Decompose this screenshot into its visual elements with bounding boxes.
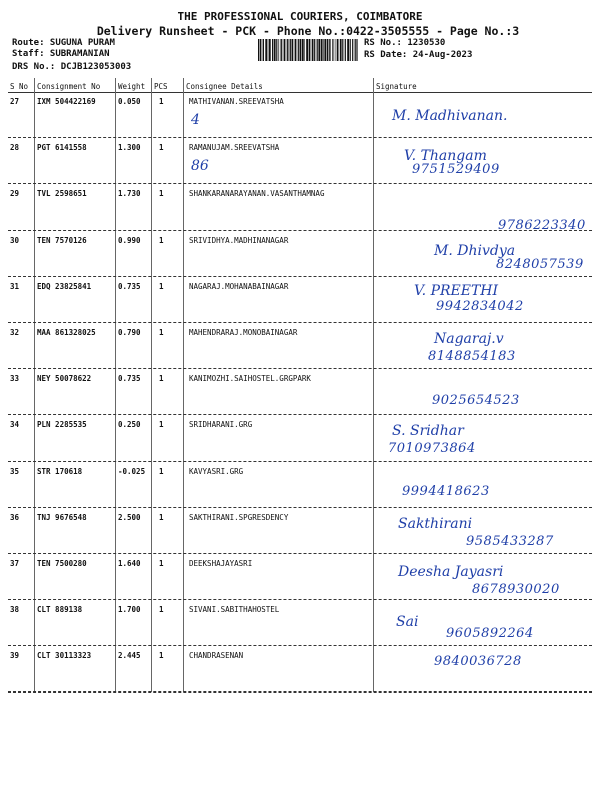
cell-consignment: PGT 6141558 [37, 143, 87, 153]
cell-consignee: SRIVIDHYA.MADHINANAGAR [189, 235, 289, 245]
cell-pcs: 1 [159, 605, 164, 615]
rs-no-label: RS No.: 1230530 [364, 38, 446, 48]
signature-phone: 7010973864 [388, 441, 476, 457]
signature-phone: 8248057539 [496, 256, 584, 272]
barcode-bar [284, 39, 286, 61]
cell-weight: 0.990 [118, 235, 141, 245]
barcode-bar [345, 39, 346, 61]
barcode-bar [350, 39, 351, 61]
barcode-bar [290, 39, 291, 61]
cell-weight: 0.735 [118, 374, 141, 384]
cell-consignee: SRIDHARANI.GRG [189, 420, 253, 430]
signature-phone: 8678930020 [472, 582, 560, 597]
signature-phone: 9942834042 [436, 298, 524, 314]
cell-pcs: 1 [159, 512, 164, 522]
signature-phone: 9840036728 [434, 654, 522, 670]
barcode-bar [335, 39, 336, 61]
barcode-bar [309, 39, 311, 61]
barcode-bar [304, 39, 305, 61]
cell-weight: 0.735 [118, 281, 141, 291]
barcode-bar [323, 39, 324, 61]
cell-consignee: SAKTHIRANI.SPGRESDENCY [189, 512, 289, 522]
barcode-bar [321, 39, 323, 61]
table-row [8, 323, 598, 369]
signature-name: Sakthirani [398, 515, 473, 532]
cell-sno: 30 [10, 235, 20, 245]
handwritten-mark: 86 [191, 158, 209, 175]
cell-sno: 34 [10, 420, 20, 430]
barcode-bar [260, 39, 261, 61]
cell-pcs: 1 [159, 374, 164, 384]
cell-sno: 39 [10, 651, 20, 661]
table-bottom-rule [8, 691, 592, 692]
cell-sno: 31 [10, 281, 20, 291]
signature-phone: 9994418623 [402, 483, 490, 499]
barcode-bar [280, 39, 281, 61]
signature-name: V. Thangam [404, 148, 487, 165]
drs-label: DRS No.: DCJB123053003 [12, 62, 132, 72]
cell-consignee: RAMANUJAM.SREEVATSHA [189, 143, 280, 153]
cell-sno: 29 [10, 189, 20, 199]
signature-name: Nagaraj.v [434, 331, 504, 347]
barcode-bar [342, 39, 343, 61]
cell-pcs: 1 [159, 420, 164, 430]
barcode-bar [332, 39, 333, 61]
barcode-bar [329, 39, 330, 61]
cell-consignee: MAHENDRARAJ.MONOBAINAGAR [189, 328, 298, 337]
cell-consignee: NAGARAJ.MOHANABAINAGAR [189, 281, 289, 291]
barcode-bar [340, 39, 342, 61]
cell-pcs: 1 [159, 143, 164, 153]
cell-sno: 27 [10, 97, 20, 106]
cell-pcs: 1 [159, 559, 164, 568]
cell-sno: 28 [10, 143, 20, 153]
signature-phone: 9786223340 [498, 218, 586, 234]
barcode-bar [312, 39, 314, 61]
cell-sno: 32 [10, 328, 20, 337]
cell-weight: 2.500 [118, 512, 141, 522]
barcode-bar [318, 39, 320, 61]
barcode-bar [295, 39, 297, 61]
barcode-bar [324, 39, 326, 61]
table-row [8, 369, 598, 415]
cell-consignment: TEN 7500280 [37, 559, 87, 568]
barcode-bar [289, 39, 290, 61]
cell-consignee: MATHIVANAN.SREEVATSHA [189, 97, 284, 106]
rs-date-label: RS Date: 24-Aug-2023 [364, 50, 473, 60]
signature-phone: 8148854183 [428, 349, 516, 364]
barcode-bar [278, 39, 279, 61]
cell-weight: -0.025 [118, 466, 146, 476]
barcode-bar [352, 39, 353, 61]
cell-sno: 35 [10, 466, 20, 476]
table-row [8, 138, 598, 184]
cell-consignee: SHANKARANARAYANAN.VASANTHAMNAG [189, 189, 325, 199]
barcode-bar [327, 39, 328, 61]
staff-label: Staff: SUBRAMANIAN [12, 49, 110, 59]
cell-weight: 1.300 [118, 143, 141, 153]
barcode-bar [276, 39, 277, 61]
barcode-bar [265, 39, 267, 61]
cell-consignee: KANIMOZHI.SAIHOSTEL.GRGPARK [189, 374, 311, 384]
cell-pcs: 1 [159, 328, 164, 337]
cell-sno: 37 [10, 559, 20, 568]
cell-consignment: IXM 504422169 [37, 97, 96, 106]
barcode-bar [306, 39, 308, 61]
table-row [8, 554, 598, 600]
cell-consignee: DEEKSHAJAYASRI [189, 559, 253, 568]
barcode-bar [330, 39, 331, 61]
cell-pcs: 1 [159, 281, 164, 291]
cell-weight: 2.445 [118, 651, 141, 661]
page-title: THE PROFESSIONAL COURIERS, COIMBATORE [177, 10, 423, 23]
col-signature: Signature [376, 82, 417, 91]
table-header [8, 78, 598, 93]
signature-phone: 9585433287 [466, 533, 554, 549]
barcode-bar [292, 39, 294, 61]
col-pcs: PCS [154, 82, 168, 91]
signature-name: Deesha Jayasri [398, 564, 504, 580]
cell-pcs: 1 [159, 189, 164, 199]
barcode-bar [314, 39, 315, 61]
barcode-bar [262, 39, 263, 61]
barcode-bar [274, 39, 276, 61]
signature-name: M. Madhivanan. [392, 108, 508, 124]
route-label: Route: SUGUNA PURAM [12, 38, 115, 48]
barcode-bar [258, 39, 259, 61]
cell-weight: 0.050 [118, 97, 141, 106]
table-row [8, 462, 598, 508]
cell-pcs: 1 [159, 466, 164, 476]
col-sno: S No [10, 82, 29, 91]
table-row [8, 92, 598, 138]
signature-phone: 9025654523 [432, 393, 520, 409]
barcode-bar [347, 39, 349, 61]
table-row [8, 231, 598, 277]
barcode-bar [281, 39, 282, 61]
signature-phone: 9605892264 [446, 626, 534, 642]
cell-consignee: CHANDRASENAN [189, 651, 244, 661]
barcode-bar [337, 39, 339, 61]
col-consignment: Consignment No [37, 82, 101, 91]
barcode-bar [269, 39, 271, 61]
cell-weight: 0.790 [118, 328, 141, 337]
table-row [8, 646, 598, 692]
col-consignee: Consignee Details [186, 82, 263, 91]
cell-pcs: 1 [159, 97, 164, 106]
cell-weight: 1.700 [118, 605, 141, 615]
cell-consignment: TVL 2598651 [37, 189, 87, 199]
handwritten-mark: 4 [191, 112, 200, 128]
cell-consignee: KAVYASRI.GRG [189, 466, 244, 476]
cell-consignment: TNJ 9676548 [37, 512, 87, 522]
cell-consignment: STR 170618 [37, 466, 83, 476]
cell-sno: 33 [10, 374, 20, 384]
cell-weight: 1.730 [118, 189, 141, 199]
table-row [8, 184, 598, 234]
barcode-bar [317, 39, 318, 61]
signature-name: Sai [396, 614, 419, 631]
cell-sno: 38 [10, 605, 20, 615]
barcode-bar [302, 39, 304, 61]
runsheet-table [8, 78, 598, 692]
cell-weight: 1.640 [118, 559, 141, 568]
signature-name: V. PREETHI [414, 282, 499, 299]
barcode-bar [355, 39, 356, 61]
barcode-bar [268, 39, 269, 61]
table-row [8, 600, 598, 646]
barcode-bar [272, 39, 273, 61]
cell-sno: 36 [10, 512, 20, 522]
table-row [8, 277, 598, 323]
cell-consignment: EDQ 23825841 [37, 281, 92, 291]
cell-consignment: PLN 2285535 [37, 420, 87, 430]
signature-phone: 9751529409 [412, 162, 500, 178]
signature-name: M. Dhivdya [434, 242, 516, 259]
table-row [8, 508, 598, 554]
barcode-bar [263, 39, 264, 61]
table-row [8, 415, 598, 461]
barcode-bar [298, 39, 299, 61]
cell-weight: 0.250 [118, 420, 141, 430]
barcode-bar [300, 39, 302, 61]
barcode-icon [258, 39, 358, 61]
cell-consignee: SIVANI.SABITHAHOSTEL [189, 605, 280, 615]
cell-consignment: CLT 889138 [37, 605, 83, 615]
cell-consignment: TEN 7570126 [37, 235, 87, 245]
cell-consignment: NEY 50078622 [37, 374, 92, 384]
signature-name: S. Sridhar [392, 423, 464, 440]
page-subtitle: Delivery Runsheet - PCK - Phone No.:0422-3505555 - Page No.:3 [96, 24, 520, 38]
barcode-bar [356, 39, 357, 61]
col-weight: Weight [118, 82, 146, 91]
cell-consignment: CLT 30113323 [37, 651, 92, 661]
cell-pcs: 1 [159, 235, 164, 245]
cell-pcs: 1 [159, 651, 164, 661]
barcode-bar [287, 39, 288, 61]
cell-consignment: MAA 861328025 [37, 328, 96, 337]
